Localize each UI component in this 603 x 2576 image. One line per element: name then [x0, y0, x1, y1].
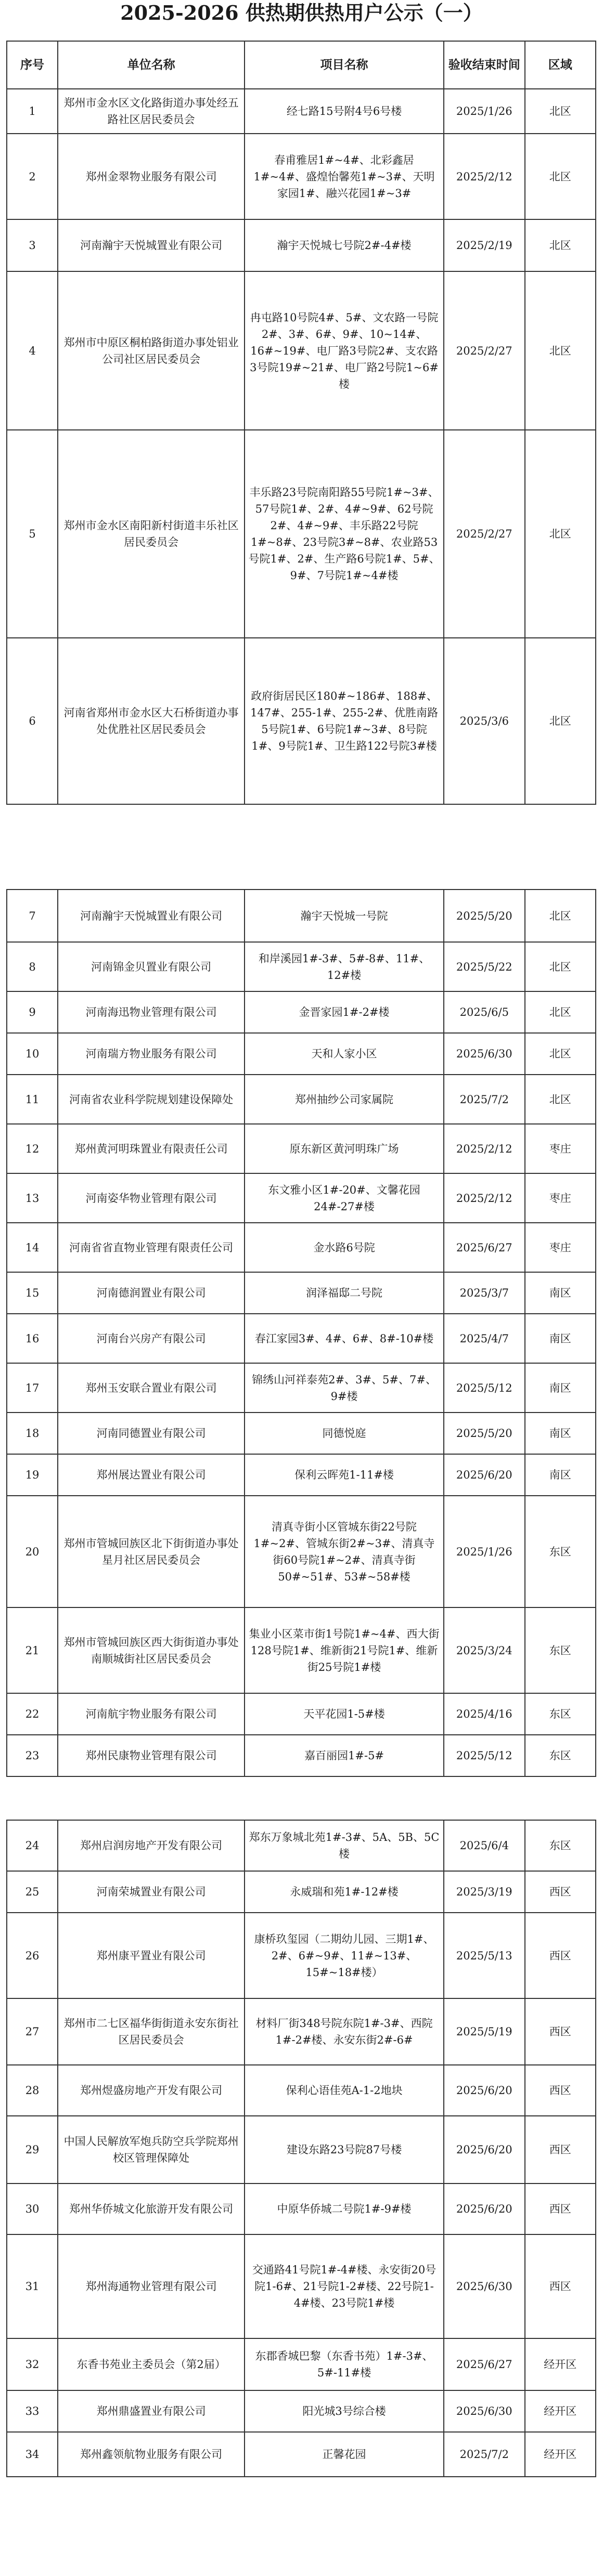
acceptance-date: 2025/6/20	[444, 1454, 525, 1496]
unit-name: 河南航宇物业服务有限公司	[58, 1693, 245, 1735]
project-name: 天和人家小区	[245, 1033, 444, 1075]
acceptance-date: 2025/3/7	[444, 1272, 525, 1314]
acceptance-date: 2025/5/12	[444, 1735, 525, 1776]
acceptance-date: 2025/2/27	[444, 430, 525, 638]
acceptance-date: 2025/3/19	[444, 1871, 525, 1913]
row-number: 22	[7, 1693, 58, 1735]
region: 南区	[525, 1363, 596, 1413]
region: 北区	[525, 271, 596, 430]
acceptance-date: 2025/2/19	[444, 219, 525, 271]
acceptance-date: 2025/5/19	[444, 1998, 525, 2065]
row-number: 12	[7, 1124, 58, 1173]
table-row	[7, 890, 596, 942]
region: 南区	[525, 1314, 596, 1363]
unit-name: 河南台兴房产有限公司	[58, 1314, 245, 1363]
region: 西区	[525, 2116, 596, 2183]
acceptance-date: 2025/5/20	[444, 890, 525, 942]
unit-name: 郑州鼎盛置业有限公司	[58, 2390, 245, 2432]
project-name: 交通路41号院1#-4#楼、永安街20号院1-6#、21号院1-2#楼、22号院1-4#楼、23号院1#楼	[245, 2234, 444, 2338]
acceptance-date: 2025/7/2	[444, 2432, 525, 2477]
table-row	[7, 1871, 596, 1913]
header-project: 项目名称	[245, 41, 444, 89]
unit-name: 郑州玉安联合置业有限公司	[58, 1363, 245, 1413]
unit-name: 郑州启润房地产开发有限公司	[58, 1820, 245, 1871]
table-row	[7, 638, 596, 804]
acceptance-date: 2025/2/12	[444, 134, 525, 219]
table-row	[7, 2432, 596, 2477]
row-number: 33	[7, 2390, 58, 2432]
region: 南区	[525, 1454, 596, 1496]
unit-name: 东香书苑业主委员会（第2届）	[58, 2338, 245, 2390]
header-date: 验收结束时间	[444, 41, 525, 89]
unit-name: 郑州海通物业管理有限公司	[58, 2234, 245, 2338]
region: 东区	[525, 1607, 596, 1693]
acceptance-date: 2025/2/12	[444, 1173, 525, 1223]
row-number: 31	[7, 2234, 58, 2338]
unit-name: 郑州煜盛房地产开发有限公司	[58, 2065, 245, 2116]
unit-name: 郑州鑫领航物业服务有限公司	[58, 2432, 245, 2477]
row-number: 32	[7, 2338, 58, 2390]
header-unit: 单位名称	[58, 41, 245, 89]
row-number: 25	[7, 1871, 58, 1913]
unit-name: 郑州市管城回族区西大街街道办事处南顺城街社区居民委员会	[58, 1607, 245, 1693]
row-number: 34	[7, 2432, 58, 2477]
region: 经开区	[525, 2390, 596, 2432]
unit-name: 郑州黄河明珠置业有限责任公司	[58, 1124, 245, 1173]
project-name: 嘉百丽园1#-5#	[245, 1735, 444, 1776]
row-number: 7	[7, 890, 58, 942]
project-name: 金水路6号院	[245, 1223, 444, 1272]
unit-name: 河南瀚宇天悦城置业有限公司	[58, 219, 245, 271]
region: 东区	[525, 1735, 596, 1776]
row-number: 26	[7, 1913, 58, 1998]
project-name: 瀚宇天悦城七号院2#-4#楼	[245, 219, 444, 271]
project-name: 材料厂街348号院东院1#-3#、西院1#-2#楼、永安东街2#-6#	[245, 1998, 444, 2065]
region: 北区	[525, 430, 596, 638]
unit-name: 郑州市金水区文化路街道办事处经五路社区居民委员会	[58, 89, 245, 134]
row-number: 5	[7, 430, 58, 638]
acceptance-date: 2025/5/20	[444, 1413, 525, 1454]
project-name: 永威瑞和苑1#-12#楼	[245, 1871, 444, 1913]
row-number: 21	[7, 1607, 58, 1693]
row-number: 6	[7, 638, 58, 804]
acceptance-date: 2025/6/30	[444, 1033, 525, 1075]
acceptance-date: 2025/6/30	[444, 2234, 525, 2338]
unit-name: 河南瀚宇天悦城置业有限公司	[58, 890, 245, 942]
project-name: 阳光城3号综合楼	[245, 2390, 444, 2432]
publicity-table-part-3	[6, 1820, 596, 2477]
row-number: 2	[7, 134, 58, 219]
table-row	[7, 1913, 596, 1998]
project-name: 中原华侨城二号院1#-9#楼	[245, 2183, 444, 2234]
project-name: 保利心语佳苑A-1-2地块	[245, 2065, 444, 2116]
acceptance-date: 2025/6/20	[444, 2065, 525, 2116]
unit-name: 郑州市金水区南阳新村街道丰乐社区居民委员会	[58, 430, 245, 638]
row-number: 15	[7, 1272, 58, 1314]
region: 东区	[525, 1496, 596, 1607]
region: 北区	[525, 1033, 596, 1075]
project-name: 郑州抽纱公司家属院	[245, 1075, 444, 1124]
table-row	[7, 430, 596, 638]
region: 北区	[525, 134, 596, 219]
row-number: 19	[7, 1454, 58, 1496]
region: 枣庄	[525, 1124, 596, 1173]
region: 西区	[525, 1998, 596, 2065]
table-row	[7, 1693, 596, 1735]
unit-name: 河南省省直物业管理有限责任公司	[58, 1223, 245, 1272]
unit-name: 河南瑞方物业服务有限公司	[58, 1033, 245, 1075]
row-number: 8	[7, 942, 58, 991]
acceptance-date: 2025/6/27	[444, 1223, 525, 1272]
project-name: 东文雅小区1#-20#、文馨花园24#-27#楼	[245, 1173, 444, 1223]
project-name: 正馨花园	[245, 2432, 444, 2477]
region: 北区	[525, 991, 596, 1033]
unit-name: 河南德润置业有限公司	[58, 1272, 245, 1314]
acceptance-date: 2025/6/4	[444, 1820, 525, 1871]
region: 经开区	[525, 2338, 596, 2390]
unit-name: 河南锦金贝置业有限公司	[58, 942, 245, 991]
unit-name: 郑州展达置业有限公司	[58, 1454, 245, 1496]
acceptance-date: 2025/6/30	[444, 2390, 525, 2432]
project-name: 润泽福邸二号院	[245, 1272, 444, 1314]
unit-name: 郑州民康物业管理有限公司	[58, 1735, 245, 1776]
region: 北区	[525, 638, 596, 804]
region: 北区	[525, 1075, 596, 1124]
unit-name: 河南姿华物业管理有限公司	[58, 1173, 245, 1223]
row-number: 20	[7, 1496, 58, 1607]
unit-name: 郑州市管城回族区北下街街道办事处星月社区居民委员会	[58, 1496, 245, 1607]
unit-name: 河南同德置业有限公司	[58, 1413, 245, 1454]
project-name: 春甫雅居1#~4#、北彩鑫居1#~4#、盛煌怡馨苑1#~3#、天明家园1#、融兴花园1#~3#	[245, 134, 444, 219]
table-row	[7, 1998, 596, 2065]
acceptance-date: 2025/2/27	[444, 271, 525, 430]
project-name: 清真寺街小区管城东街22号院1#~2#、管城东街2#~3#、清真寺街60号院1#~2#、清真寺街50#~51#、53#~58#楼	[245, 1496, 444, 1607]
acceptance-date: 2025/1/26	[444, 1496, 525, 1607]
project-name: 原东新区黄河明珠广场	[245, 1124, 444, 1173]
region: 西区	[525, 2183, 596, 2234]
table-row	[7, 1607, 596, 1693]
row-number: 14	[7, 1223, 58, 1272]
table-header-row	[7, 41, 596, 89]
region: 北区	[525, 942, 596, 991]
table-row	[7, 1272, 596, 1314]
table-row	[7, 2065, 596, 2116]
acceptance-date: 2025/7/2	[444, 1075, 525, 1124]
region: 西区	[525, 2234, 596, 2338]
row-number: 10	[7, 1033, 58, 1075]
acceptance-date: 2025/4/16	[444, 1693, 525, 1735]
header-area: 区域	[525, 41, 596, 89]
region: 南区	[525, 1272, 596, 1314]
region: 北区	[525, 890, 596, 942]
row-number: 17	[7, 1363, 58, 1413]
region: 东区	[525, 1693, 596, 1735]
table-row	[7, 1314, 596, 1363]
table-row	[7, 2183, 596, 2234]
table-row	[7, 1033, 596, 1075]
table-row	[7, 219, 596, 271]
table-row	[7, 1223, 596, 1272]
row-number: 16	[7, 1314, 58, 1363]
table-row	[7, 1820, 596, 1871]
row-number: 23	[7, 1735, 58, 1776]
region: 经开区	[525, 2432, 596, 2477]
acceptance-date: 2025/6/20	[444, 2183, 525, 2234]
unit-name: 河南荣城置业有限公司	[58, 1871, 245, 1913]
unit-name: 河南省郑州市金水区大石桥街道办事处优胜社区居民委员会	[58, 638, 245, 804]
table-row	[7, 1413, 596, 1454]
table-row	[7, 991, 596, 1033]
project-name: 同德悦庭	[245, 1413, 444, 1454]
acceptance-date: 2025/3/6	[444, 638, 525, 804]
project-name: 集业小区菜市街1号院1#~4#、西大街128号院1#、维新街21号院1#、维新街25号院1#楼	[245, 1607, 444, 1693]
region: 枣庄	[525, 1173, 596, 1223]
acceptance-date: 2025/6/27	[444, 2338, 525, 2390]
row-number: 18	[7, 1413, 58, 1454]
row-number: 11	[7, 1075, 58, 1124]
project-name: 春江家园3#、4#、6#、8#-10#楼	[245, 1314, 444, 1363]
table-row	[7, 1454, 596, 1496]
table-row	[7, 2390, 596, 2432]
region: 东区	[525, 1820, 596, 1871]
acceptance-date: 2025/4/7	[444, 1314, 525, 1363]
row-number: 13	[7, 1173, 58, 1223]
row-number: 3	[7, 219, 58, 271]
region: 西区	[525, 2065, 596, 2116]
table-row	[7, 1124, 596, 1173]
region: 西区	[525, 1913, 596, 1998]
acceptance-date: 2025/5/22	[444, 942, 525, 991]
region: 西区	[525, 1871, 596, 1913]
table-row	[7, 1363, 596, 1413]
acceptance-date: 2025/6/5	[444, 991, 525, 1033]
acceptance-date: 2025/5/13	[444, 1913, 525, 1998]
header-no: 序号	[7, 41, 58, 89]
table-row	[7, 1075, 596, 1124]
row-number: 28	[7, 2065, 58, 2116]
project-name: 康桥玖玺园（二期幼儿园、三期1#、2#、6#~9#、11#~13#、15#~18#楼）	[245, 1913, 444, 1998]
acceptance-date: 2025/3/24	[444, 1607, 525, 1693]
unit-name: 郑州金翠物业服务有限公司	[58, 134, 245, 219]
project-name: 政府街居民区180#~186#、188#、147#、255-1#、255-2#、优胜南路5号院1#、6号院1#~3#、8号院1#、9号院1#、卫生路122号院3#楼	[245, 638, 444, 804]
row-number: 27	[7, 1998, 58, 2065]
row-number: 4	[7, 271, 58, 430]
acceptance-date: 2025/2/12	[444, 1124, 525, 1173]
table-row	[7, 134, 596, 219]
table-row	[7, 2338, 596, 2390]
project-name: 锦绣山河祥泰苑2#、3#、5#、7#、9#楼	[245, 1363, 444, 1413]
project-name: 东郡香城巴黎（东香书苑）1#-3#、5#-11#楼	[245, 2338, 444, 2390]
table-row	[7, 1735, 596, 1776]
page-title: 2025-2026 供热期供热用户公示（一）	[120, 1, 483, 24]
acceptance-date: 2025/6/20	[444, 2116, 525, 2183]
row-number: 30	[7, 2183, 58, 2234]
project-name: 郑东万象城北苑1#-3#、5A、5B、5C楼	[245, 1820, 444, 1871]
unit-name: 郑州市二七区福华街街道永安东街社区居民委员会	[58, 1998, 245, 2065]
publicity-table-part-1	[6, 41, 596, 805]
acceptance-date: 2025/1/26	[444, 89, 525, 134]
table-row	[7, 271, 596, 430]
project-name: 和岸溪园1#-3#、5#-8#、11#、12#楼	[245, 942, 444, 991]
publicity-table-part-2	[6, 889, 596, 1777]
project-name: 瀚宇天悦城一号院	[245, 890, 444, 942]
acceptance-date: 2025/5/12	[444, 1363, 525, 1413]
region: 南区	[525, 1413, 596, 1454]
table-row	[7, 2234, 596, 2338]
unit-name: 郑州市中原区桐柏路街道办事处铝业公司社区居民委员会	[58, 271, 245, 430]
region: 北区	[525, 89, 596, 134]
project-name: 金晋家园1#-2#楼	[245, 991, 444, 1033]
project-name: 丰乐路23号院南阳路55号院1#~3#、57号院1#、2#、4#~9#、62号院2#、4#~9#、丰乐路22号院1#~8#、23号院3#~8#、农业路53号院1#、2#、生产路6号院1#、5#、9#、7号院1#~4#楼	[245, 430, 444, 638]
region: 枣庄	[525, 1223, 596, 1272]
table-row	[7, 89, 596, 134]
table-row	[7, 1496, 596, 1607]
row-number: 24	[7, 1820, 58, 1871]
project-name: 天平花园1-5#楼	[245, 1693, 444, 1735]
table-row	[7, 942, 596, 991]
row-number: 9	[7, 991, 58, 1033]
row-number: 1	[7, 89, 58, 134]
unit-name: 河南海迅物业管理有限公司	[58, 991, 245, 1033]
unit-name: 河南省农业科学院规划建设保障处	[58, 1075, 245, 1124]
project-name: 经七路15号附4号6号楼	[245, 89, 444, 134]
unit-name: 郑州康平置业有限公司	[58, 1913, 245, 1998]
row-number: 29	[7, 2116, 58, 2183]
unit-name: 中国人民解放军炮兵防空兵学院郑州校区管理保障处	[58, 2116, 245, 2183]
region: 北区	[525, 219, 596, 271]
project-name: 建设东路23号院87号楼	[245, 2116, 444, 2183]
project-name: 保利云晖苑1-11#楼	[245, 1454, 444, 1496]
project-name: 冉屯路10号院4#、5#、文农路一号院2#、3#、6#、9#、10~14#、16#~19#、电厂路3号院2#、支农路3号院19#~21#、电厂路2号院1~6#楼	[245, 271, 444, 430]
table-row	[7, 1173, 596, 1223]
table-row	[7, 2116, 596, 2183]
unit-name: 郑州华侨城文化旅游开发有限公司	[58, 2183, 245, 2234]
